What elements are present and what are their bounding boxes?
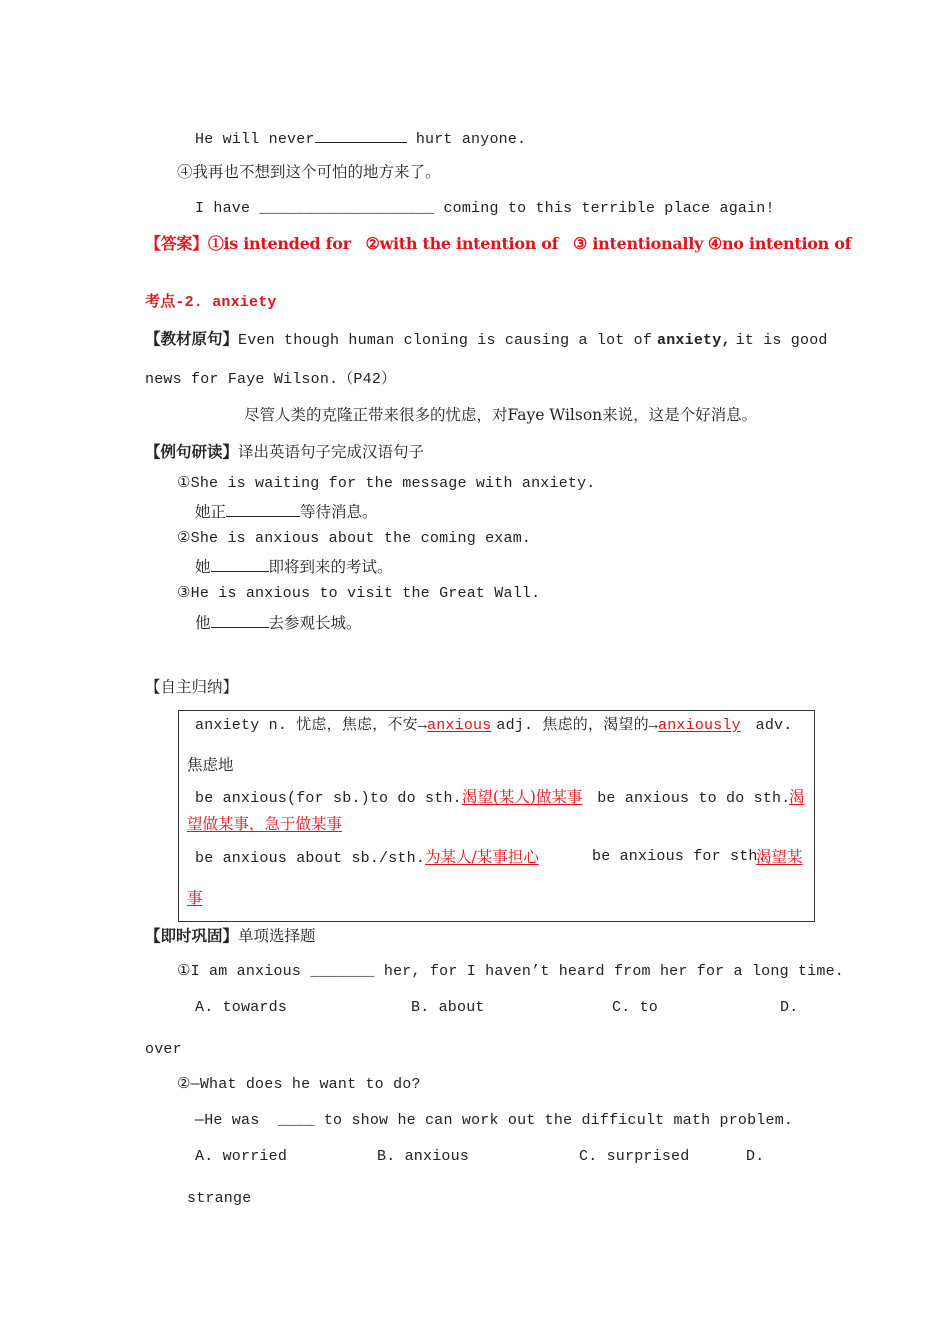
cn-text: 他 xyxy=(195,614,211,632)
summary-answer: anxious xyxy=(427,717,492,734)
sentence-line xyxy=(195,127,526,150)
instruction: 译出英语句子完成汉语句子 xyxy=(238,443,425,461)
summary-answer: 渴 xyxy=(789,788,805,806)
cn-text: 去参观长城。 xyxy=(268,614,362,632)
option-c: C. to xyxy=(612,999,659,1016)
summary-text: adv. xyxy=(755,717,793,734)
option-a: A. towards xyxy=(195,999,288,1016)
answer-label: 【答案】 xyxy=(145,234,208,253)
option-b: B. anxious xyxy=(377,1148,470,1165)
summary-row xyxy=(195,847,539,869)
answer-blank xyxy=(211,612,269,628)
keyword: anxiety, xyxy=(657,332,731,349)
question-reply xyxy=(195,1111,793,1131)
section-label: 【教材原句】 xyxy=(145,330,239,348)
translation: 尽管人类的克隆正带来很多的忧虑，对Faye Wilson来说，这是个好消息。 xyxy=(244,406,758,424)
example-cn xyxy=(195,556,393,577)
summary-text: be anxious(for sb.)to do sth. xyxy=(195,790,462,807)
summary-answer: 渴望(某人)做某事 xyxy=(461,788,583,806)
instruction: 单项选择题 xyxy=(238,927,316,945)
example-en: ②She is anxious about the coming exam. xyxy=(177,530,532,547)
section-title: 考点-2. anxiety xyxy=(145,294,277,311)
option-c: C. surprised xyxy=(579,1148,690,1165)
question-text: 我再也不想到这个可怕的地方来了。 xyxy=(192,163,441,181)
summary-answer: 事 xyxy=(187,889,203,907)
summary-text: be anxious about sb./sth. xyxy=(195,850,426,867)
summary-text: adj. 焦虑的，渴望的→ xyxy=(496,717,659,734)
sentence-line xyxy=(195,199,775,219)
sentence-text: He will never xyxy=(195,131,315,148)
textbook-sentence xyxy=(145,329,828,351)
answer-blank xyxy=(315,127,407,143)
summary-answer: 望做某事，急于做某事 xyxy=(187,815,343,833)
example-en: ③He is anxious to visit the Great Wall. xyxy=(177,585,541,602)
answer-item: ③ intentionally xyxy=(573,234,703,253)
sentence-text: I have xyxy=(195,200,251,217)
option-d-text: strange xyxy=(187,1190,252,1207)
sentence-text: hurt anyone. xyxy=(415,131,527,148)
option-b: B. about xyxy=(411,999,485,1016)
option-a: A. worried xyxy=(195,1148,288,1165)
summary-text: anxiety n. 忧虑，焦虑，不安→ xyxy=(195,717,428,734)
cn-text: 等待消息。 xyxy=(300,503,378,521)
stem-text: —He was xyxy=(195,1112,260,1129)
cn-text: 她正 xyxy=(195,503,227,521)
sentence-text: coming to this terrible place again! xyxy=(443,200,775,217)
answer-item: ④no intention of xyxy=(707,234,852,253)
option-d-text: over xyxy=(145,1041,182,1058)
option-d: D. xyxy=(780,999,799,1016)
example-cn xyxy=(195,501,378,522)
section-label: 【即时巩固】 xyxy=(145,927,239,945)
summary-text: be anxious for sth. xyxy=(592,848,767,865)
option-d: D. xyxy=(746,1148,765,1165)
example-cn xyxy=(195,612,362,633)
summary-row xyxy=(195,714,792,736)
question-stem xyxy=(177,962,844,982)
summary-answer: 为某人/某事担心 xyxy=(425,848,539,866)
sentence-text: news for Faye Wilson.（P42） xyxy=(145,371,397,388)
summary-answer: 渴望某 xyxy=(756,848,803,866)
answer-item: ①is intended for xyxy=(207,234,351,253)
summary-label: 【自主归纳】 xyxy=(145,678,239,696)
stem-text: her, for I haven’t heard from her for a long time. xyxy=(383,963,844,980)
summary-text: be anxious to do sth. xyxy=(597,790,791,807)
answer-blank: ____ xyxy=(277,1112,315,1129)
answer-blank: ___________________ xyxy=(259,200,435,217)
stem-text: to show he can work out the difficult math problem. xyxy=(323,1112,794,1129)
summary-row xyxy=(195,787,790,809)
section-label: 【例句研读】 xyxy=(145,443,239,461)
cn-text: 即将到来的考试。 xyxy=(268,558,393,576)
sentence-text: it is good xyxy=(735,332,828,349)
question-number: ④ xyxy=(177,163,193,181)
summary-text: 焦虑地 xyxy=(187,756,234,774)
examples-heading xyxy=(145,442,424,462)
sentence-text: Even though human cloning is causing a lot of xyxy=(238,332,653,349)
question-4 xyxy=(177,162,441,182)
answer-blank: _______ xyxy=(310,963,375,980)
answer-line xyxy=(145,234,851,254)
stem-text: ①I am anxious xyxy=(177,963,302,980)
cn-text: 她 xyxy=(195,558,211,576)
answer-blank xyxy=(211,556,269,572)
answer-blank xyxy=(226,501,300,517)
question-stem: ②—What does he want to do? xyxy=(177,1076,421,1093)
practice-heading xyxy=(145,926,316,946)
example-en: ①She is waiting for the message with anxiety. xyxy=(177,475,596,492)
answer-item: ②with the intention of xyxy=(365,234,559,253)
summary-answer: anxiously xyxy=(658,717,741,734)
